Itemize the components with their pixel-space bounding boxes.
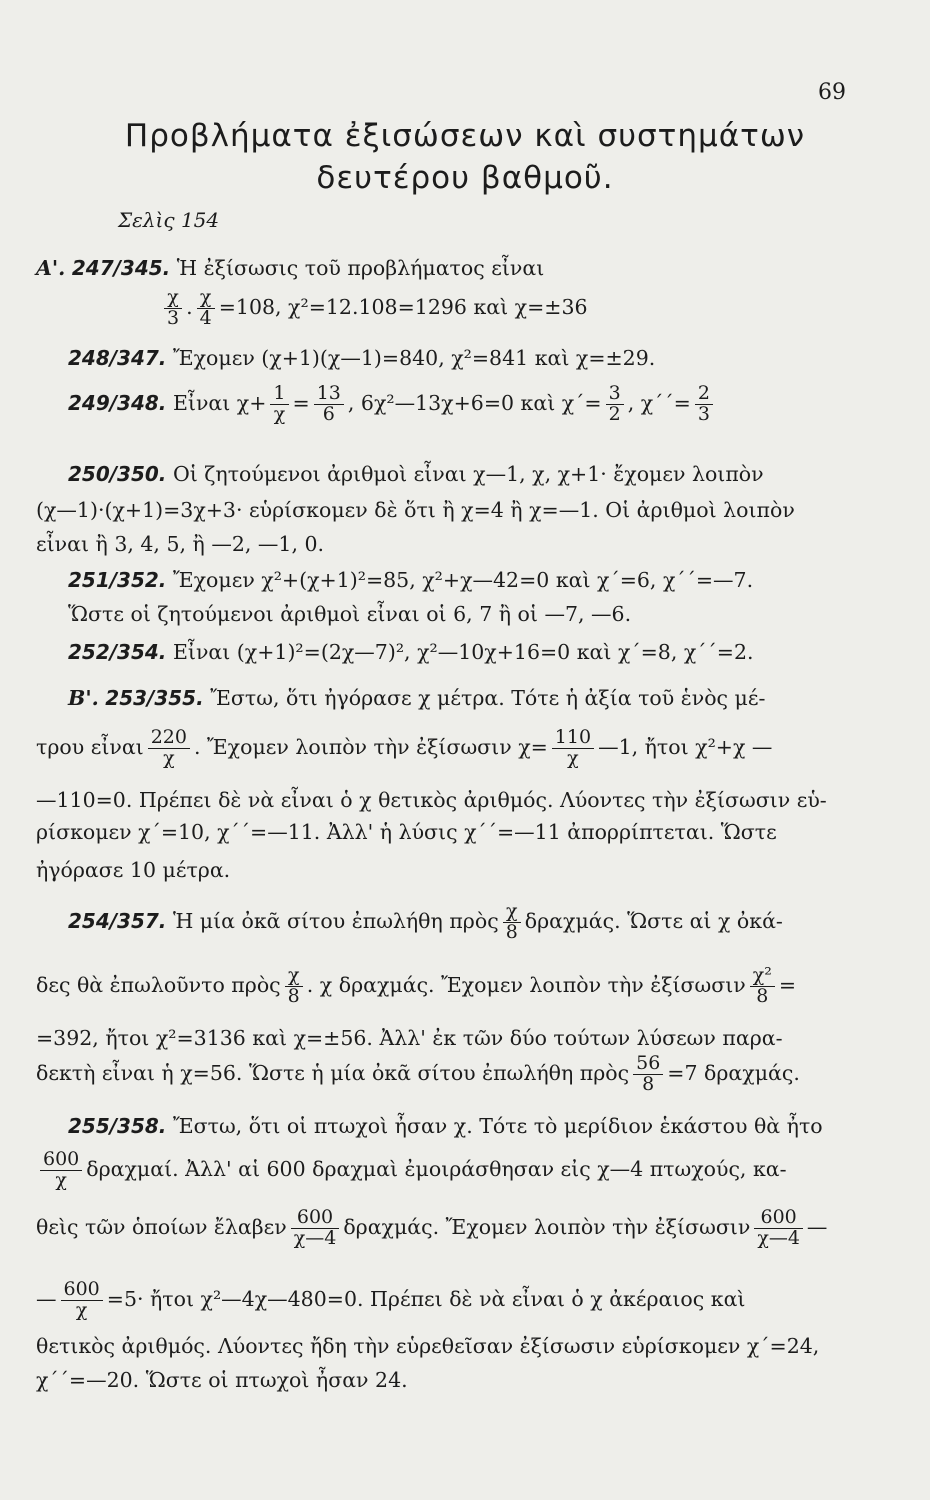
fraction: $\frac{220}{\chi}$ (148, 728, 190, 769)
problem-text: Ἡ ἐξίσωσις τοῦ προβλήματος εἶναι (176, 256, 545, 280)
problem-255-line-6: χ΄΄=—20. Ὥστε οἱ πτωχοὶ ἦσαν 24. (36, 1368, 408, 1392)
problem-255-line-2: $\frac{600}{\chi}$ δραχμαί. Ἀλλ' αἱ 600 δραχμαὶ ἐμοιράσθησαν εἰς χ—4 πτωχούς, κα- (36, 1150, 890, 1191)
page-number: 69 (818, 80, 846, 105)
problem-254-line-2: δες θὰ ἐπωλοῦντο πρὸς $\frac{\chi}{8}$ . χ δραχμάς. Ἔχομεν λοιπὸν τὴν ἐξίσωσιν $\frac{\text{χ²}}{8}$ = (36, 964, 797, 1007)
problem-247-line (36, 254, 890, 282)
problem-number: 255/358. (68, 1114, 167, 1138)
section-marker-b: Β'. (68, 686, 99, 710)
page-reference: Σελὶς 154 (118, 208, 220, 232)
problem-number: 252/354. (68, 640, 167, 664)
fraction: $\frac{600}{\chi}$ (40, 1150, 82, 1191)
problem-251-line-1: 251/352. Ἔχομεν χ²+(χ+1)²=85, χ²+χ—42=0 καὶ χ΄=6, χ΄΄=—7. (68, 568, 754, 592)
fraction: $\frac{\chi}{4}$ (197, 288, 215, 329)
problem-255-line-4: — $\frac{600}{\chi}$ =5· ἤτοι χ²—4χ—480=0. Πρέπει δὲ νὰ εἶναι ὁ χ ἀκέραιος καὶ (36, 1278, 746, 1321)
problem-number: 251/352. (68, 568, 167, 592)
problem-number: 253/355. (105, 686, 204, 710)
fraction: $\frac{2}{3}$ (695, 384, 713, 425)
problem-number: 248/347. (68, 346, 167, 370)
problem-252-line: 252/354. Εἶναι (χ+1)²=(2χ—7)², χ²—10χ+16=0 καὶ χ΄=8, χ΄΄=2. (68, 640, 754, 664)
fraction: $\frac{\chi}{8}$ (503, 902, 521, 943)
problem-247-equation: $\frac{\chi}{3}$ . $\frac{\chi}{4}$ =108, χ²=12.108=1296 καὶ χ=±36 (160, 288, 890, 329)
fraction: $\frac{600}{\chi}$ (61, 1280, 103, 1321)
fraction: $\frac{13}{6}$ (314, 384, 344, 425)
problem-248-line (68, 344, 890, 372)
fraction: $\frac{\chi}{3}$ (164, 288, 182, 329)
chapter-title-line-1: Προβλήματα ἐξισώσεων καὶ συστημάτων (124, 118, 806, 154)
problem-255-line-5: θετικὸς ἀριθμός. Λύοντες ἤδη τὴν εὑρεθεῖσαν ἐξίσωσιν εὑρίσκομεν χ΄=24, (36, 1334, 820, 1358)
problem-255-line-1: 255/358. Ἔστω, ὅτι οἱ πτωχοὶ ἦσαν χ. Τότε τὸ μερίδιον ἑκάστου θὰ ἦτο (68, 1114, 823, 1138)
problem-254-line-1: 254/357. Ἡ μία ὀκᾶ σίτου ἐπωλήθη πρὸς $\frac{\chi}{8}$ δραχμάς. Ὥστε αἱ χ ὀκά- (68, 900, 783, 943)
problem-251-line-2: Ὥστε οἱ ζητούμενοι ἀριθμοὶ εἶναι οἱ 6, 7 ἢ οἱ —7, —6. (68, 602, 632, 626)
problem-254-line-3: =392, ἤτοι χ²=3136 καὶ χ=±56. Ἀλλ' ἐκ τῶν δύο τούτων λύσεων παρα- (36, 1026, 783, 1050)
problem-253-line-5: ἠγόρασε 10 μέτρα. (36, 858, 231, 882)
problem-text: Ἔχομεν (χ+1)(χ—1)=840, χ²=841 καὶ χ=±29. (172, 346, 656, 370)
problem-249-line: 249/348. Εἶναι χ+ $\frac{1}{\chi}$ = $\frac{13}{6}$ , 6χ²—13χ+6=0 καὶ χ΄= $\frac{3}{2}$ , χ΄΄= $\frac{2}{3}$ (68, 384, 890, 425)
fraction: $\frac{1}{\chi}$ (270, 384, 288, 425)
problem-250-line-3: εἶναι ἢ 3, 4, 5, ἢ —2, —1, 0. (36, 532, 325, 556)
problem-253-line-4: ρίσκομεν χ΄=10, χ΄΄=—11. Ἀλλ' ἡ λύσις χ΄΄=—11 ἀπορρίπτεται. Ὥστε (36, 820, 777, 844)
problem-253-line-1: Β'. 253/355. Ἔστω, ὅτι ἠγόρασε χ μέτρα. Τότε ἡ ἀξία τοῦ ἑνὸς μέ- (68, 686, 766, 710)
chapter-title-line-2: δευτέρου βαθμοῦ. (316, 160, 614, 196)
fraction: $\frac{600}{\chi—4}$ (291, 1208, 340, 1249)
fraction: $\frac{3}{2}$ (606, 384, 624, 425)
problem-255-line-3: θεὶς τῶν ὁποίων ἔλαβεν $\frac{600}{\chi—4}$ δραχμάς. Ἔχομεν λοιπὸν τὴν ἐξίσωσιν $\frac{600}{\chi—4}$ — (36, 1206, 828, 1249)
problem-number: 250/350. (68, 462, 167, 486)
fraction: $\frac{56}{8}$ (633, 1054, 663, 1095)
problem-number: 254/357. (68, 908, 167, 933)
problem-253-line-2: τρου εἶναι $\frac{220}{\chi}$ . Ἔχομεν λοιπὸν τὴν ἐξίσωσιν χ= $\frac{110}{\chi}$ —1, ἤτοι χ²+χ — (36, 726, 773, 769)
fraction: $\frac{600}{\chi—4}$ (754, 1208, 803, 1249)
problem-254-line-4: δεκτὴ εἶναι ἡ χ=56. Ὥστε ἡ μία ὀκᾶ σίτου ἐπωλήθη πρὸς $\frac{56}{8}$ =7 δραχμάς. (36, 1052, 800, 1095)
problem-250-line-2: (χ—1)·(χ+1)=3χ+3· εὑρίσκομεν δὲ ὅτι ἢ χ=4 ἢ χ=—1. Οἱ ἀριθμοὶ λοιπὸν (36, 498, 795, 522)
fraction: $\frac{\chi}{8}$ (285, 966, 303, 1007)
problem-number: 247/345. (71, 256, 171, 280)
problem-253-line-3: —110=0. Πρέπει δὲ νὰ εἶναι ὁ χ θετικὸς ἀριθμός. Λύοντες τὴν ἐξίσωσιν εὑ- (36, 788, 827, 812)
fraction: $\frac{\text{χ²}}{8}$ (750, 966, 775, 1007)
section-marker-a: Α'. (36, 256, 66, 280)
problem-number: 249/348. (68, 390, 167, 415)
problem-250-line-1: 250/350. Οἱ ζητούμενοι ἀριθμοὶ εἶναι χ—1, χ, χ+1· ἔχομεν λοιπὸν (68, 462, 764, 486)
equation-text: =108, χ²=12.108=1296 καὶ χ=±36 (218, 294, 588, 319)
fraction: $\frac{110}{\chi}$ (552, 728, 594, 769)
